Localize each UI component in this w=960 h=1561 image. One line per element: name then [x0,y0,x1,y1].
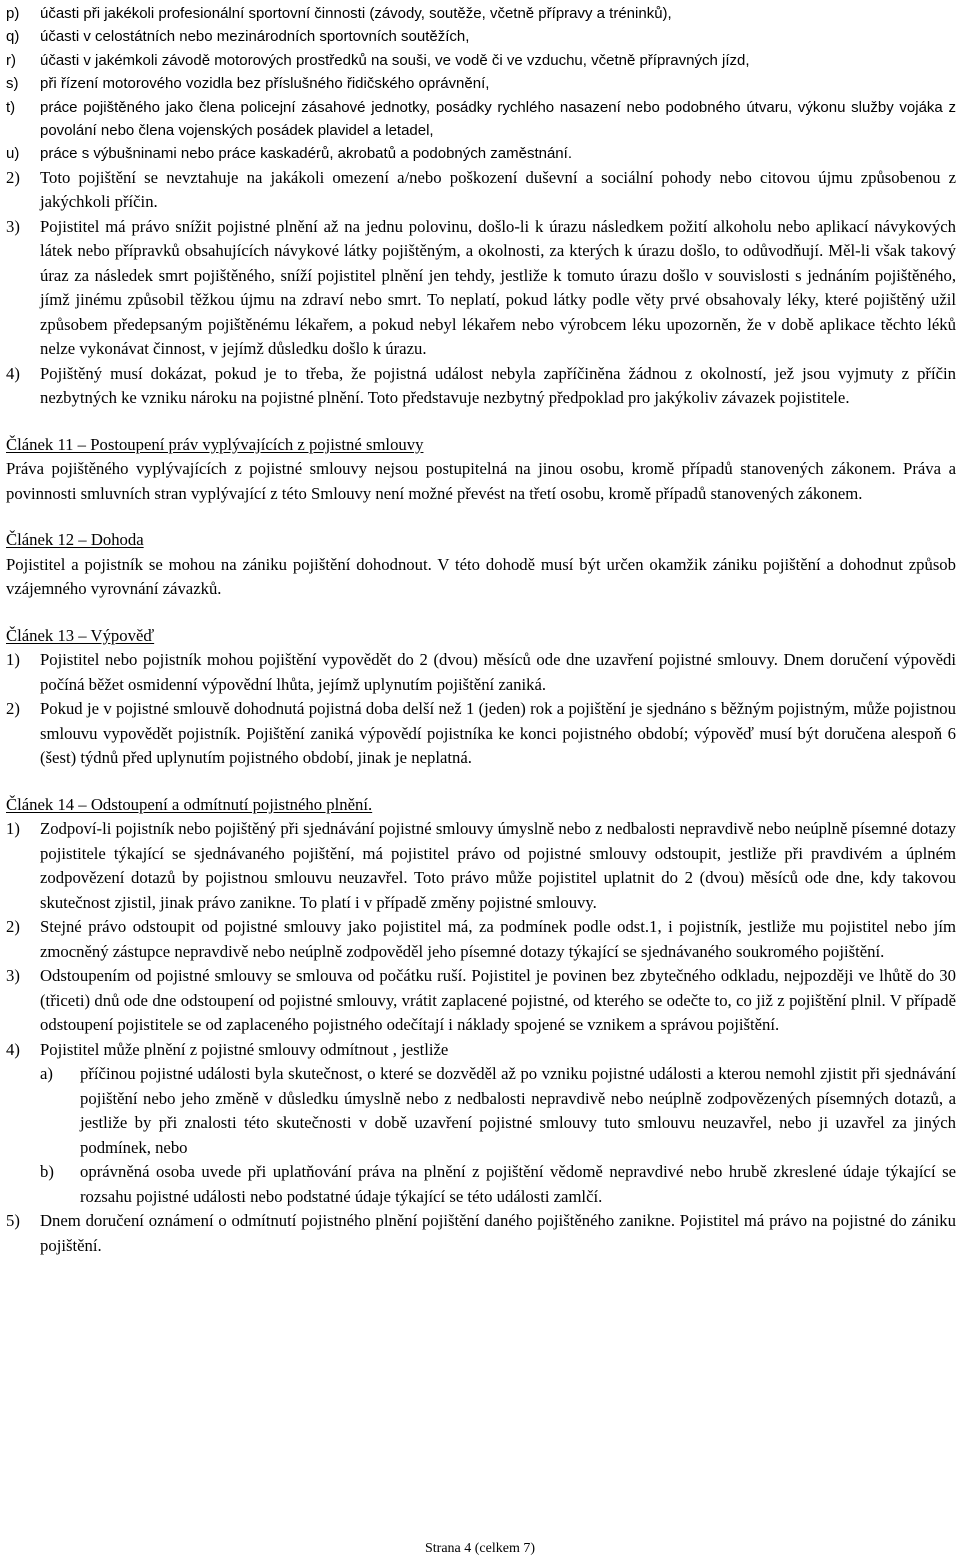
clause-item [6,215,956,362]
clause-text: Pojištěný musí dokázat, pokud je to třeba, že pojistná událost nebyla zapříčiněna žádnou z okolností, jež jsou vyjmuty z příčin nezbytných ke vzniku nároku na pojistné plnění. Toto představuje nezbytný předpoklad pro jakýkoliv závazek pojistitele. [40,363,956,408]
clause-text: Pojistitel nebo pojistník mohou pojištění vypovědět do 2 (dvou) měsíců ode dne uzavření pojistné smlouvy. Dnem doručení výpovědi počíná běžet osmidenní výpovědní lhůta, jejímž uplynutím pojištění zaniká. [40,650,956,694]
item-label: q) [6,28,20,46]
sub-clause-text: příčinou pojistné události byla skutečnost, o které se dozvěděl až po vzniku pojistné události a kterou nemohl zjistit při sjednávání pojištění nebo jeho změně v důsledku úmyslně nebo z nedbalosti nepravdivě nebo neúplně zodpovězených písemných dotazů, a jestliže by při znalosti této skutečnosti v době uzavření pojistné smlouvy tuto smlouvu neuzavřel, nebo ji uzavřel za jiných podmínek, nebo [80,1064,956,1157]
article-heading: Článek 14 – Odstoupení a odmítnutí pojistného plnění. [6,794,373,814]
article-12 [6,528,956,602]
sub-clause-letter: a) [40,1064,53,1084]
clause-number: 3) [6,966,20,986]
item-text: účasti při jakékoli profesionální sportovní činnosti (závody, soutěže, včetně přípravy a tréninků), [40,5,672,22]
clause-item [6,964,956,1038]
item-text: při řízení motorového vozidla bez příslušného řidičského oprávnění, [40,75,490,93]
clause-item [6,166,956,215]
clause-number: 2) [6,917,20,937]
clause-text: Pokud je v pojistné smlouvě dohodnutá pojistná doba delší než 1 (jeden) rok a pojištění je sjednáno s běžným pojistným, může pojistnou smlouvu vypovědět pojistník. Pojištění zaniká výpovědí pojistníka ke konci pojistného období; výpověď musí být doručena alespoň 6 (šest) týdnů před uplynutím pojistného období, jinak je neplatná. [40,699,956,768]
article-heading: Článek 11 – Postoupení práv vyplývajících z pojistné smlouvy [6,434,424,454]
clause-text: Toto pojištění se nevztahuje na jakákoli omezení a/nebo poškození duševní a sociální pohody nebo citovou újmu způsobenou z jakýchkoli příčin. [40,167,956,212]
article-text: Práva pojištěného vyplývajících z pojistné smlouvy nejsou postupitelná na jinou osobu, kromě případů stanovených zákonem. Práva a povinnosti smluvních stran vyplývající z této Smlouvy není možné převést na třetí osobu, kromě případů stanovených zákonem. [6,459,956,503]
article-text: Pojistitel a pojistník se mohou na zániku pojištění dohodnout. V této dohodě musí být určen okamžik zániku pojištění a dohodnut způsob vzájemného vyrovnání závazků. [6,554,956,599]
exclusion-list [6,2,956,166]
article-13 [6,624,956,771]
list-item [6,2,956,25]
list-item [6,142,956,165]
list-item [6,49,956,72]
clause-number: 4) [6,363,20,383]
clause-number: 1) [6,650,20,670]
clause-item [6,817,956,915]
article-11 [6,433,956,507]
list-item [6,25,956,48]
clause-number: 5) [6,1211,20,1231]
item-text: práce s výbušninami nebo práce kaskadérů, akrobatů a podobných zaměstnání. [40,145,572,163]
sub-clause-item [40,1160,956,1209]
list-item [6,72,956,95]
clause-item [6,697,956,771]
clause-number: 3) [6,216,20,236]
clause-text: Stejné právo odstoupit od pojistné smlouvy jako pojistitel má, za podmínek podle odst.1, i pojistník, jestliže mu pojistitel nebo jím zmocněný zástupce nepravdivě nebo neúplně zodpověděl jeho písemné dotazy týkající se sjednávaného soukromého pojištění. [40,917,956,961]
item-label: p) [6,5,20,22]
sub-clause-text: oprávněná osoba uvede při uplatňování práva na plnění z pojištění vědomě nepravdivé nebo hrubě zkreslené údaje týkající se rozsahu pojistné události nebo podstatné údaje týkající se této události zamlčí. [80,1162,956,1206]
document-page [6,0,956,1258]
item-text: práce pojištěného jako člena policejní zásahové jednotky, posádky rychlého nasazení nebo podobného útvaru, výkonu služby vojáka z povolání nebo člena vojenských posádek plavidel a letadel, [40,98,956,140]
numbered-clauses [6,166,956,411]
article-heading: Článek 13 – Výpověď [6,625,155,645]
clause-item [6,648,956,697]
clause-item [6,915,956,964]
clause-number: 1) [6,819,20,839]
item-text: účasti v jakémkoli závodě motorových prostředků na souši, ve vodě či ve vzduchu, včetně přípravných jízd, [40,51,750,69]
clause-number: 4) [6,1039,20,1059]
item-label: r) [6,51,16,69]
item-label: t) [6,98,16,116]
article-14 [6,793,956,1259]
page-footer: Strana 4 (celkem 7) [424,1541,535,1556]
clause-number: 2) [6,167,20,187]
sub-clause-item [40,1062,956,1160]
clause-text: Dnem doručení oznámení o odmítnutí pojistného plnění pojištění daného pojištěného zanikne. Pojistitel má právo na pojistné do zániku pojištění. [40,1211,956,1255]
sub-clause-letter: b) [40,1162,54,1182]
clause-number: 2) [6,699,20,719]
clause-item [6,362,956,411]
item-label: s) [6,75,19,93]
article-heading: Článek 12 – Dohoda [6,530,144,550]
clause-text: Pojistitel může plnění z pojistné smlouvy odmítnout , jestliže [40,1039,449,1059]
list-item [6,96,956,143]
clause-text: Odstoupením od pojistné smlouvy se smlouva od počátku ruší. Pojistitel je povinen bez zbytečného odkladu, nejpozději ve lhůtě do 30 (třiceti) dnů ode dne odstoupení od pojistné smlouvy, vrátit zaplacené pojistné, od kterého se odečte to, co již z pojištění plnil. V případě odstoupení pojistitele se od zaplaceného pojistného odečítají i náklady spojené se vznikem a správou pojištění. [40,966,956,1035]
clause-item [6,1038,956,1063]
clause-item [6,1209,956,1258]
item-text: účasti v celostátních nebo mezinárodních sportovních soutěžích, [40,28,470,46]
clause-text: Zodpoví-li pojistník nebo pojištěný při sjednávání pojistné smlouvy úmyslně nebo z nedbalosti nepravdivě nebo neúplně písemné dotazy pojistitele týkající se sjednávaného pojištění, má pojistitel právo od pojistné smlouvy odstoupit, jestliže při pravdivém a úplném zodpovězení dotazů by pojistnou smlouvu neuzavřel. Toto právo může pojistitel uplatnit do 2 (dvou) měsíců ode dne, kdy takovou skutečnost zjistil, jinak právo zanikne. To platí i v případě změny pojistné smlouvy. [40,819,956,912]
item-label: u) [6,145,20,163]
clause-text: Pojistitel má právo snížit pojistné plnění až na jednu polovinu, došlo-li k úrazu následkem požití alkoholu nebo aplikací návykových látek nebo přípravků obsahujících návykové látky pojištěným, a okolnosti, za kterých k úrazu došlo, to odůvodňují. Měl-li však takový úraz za následek smrt pojištěného, sníží pojistitel plnění jen tehdy, jestliže k tomuto úrazu došlo v souvislosti s jednáním pojištěného, jímž jinému způsobil těžkou újmu na zdraví nebo smrt. To neplatí, pokud látky podle věty prvé obsahovaly léky, které pojištěný užil způsobem předepsaným pojištěnému lékařem, a pokud nebyl lékařem nebo výrobcem léku upozorněn, že v době aplikace těchto léků nelze vykonávat činnost, v jejímž důsledku došlo k úrazu. [40,216,956,359]
